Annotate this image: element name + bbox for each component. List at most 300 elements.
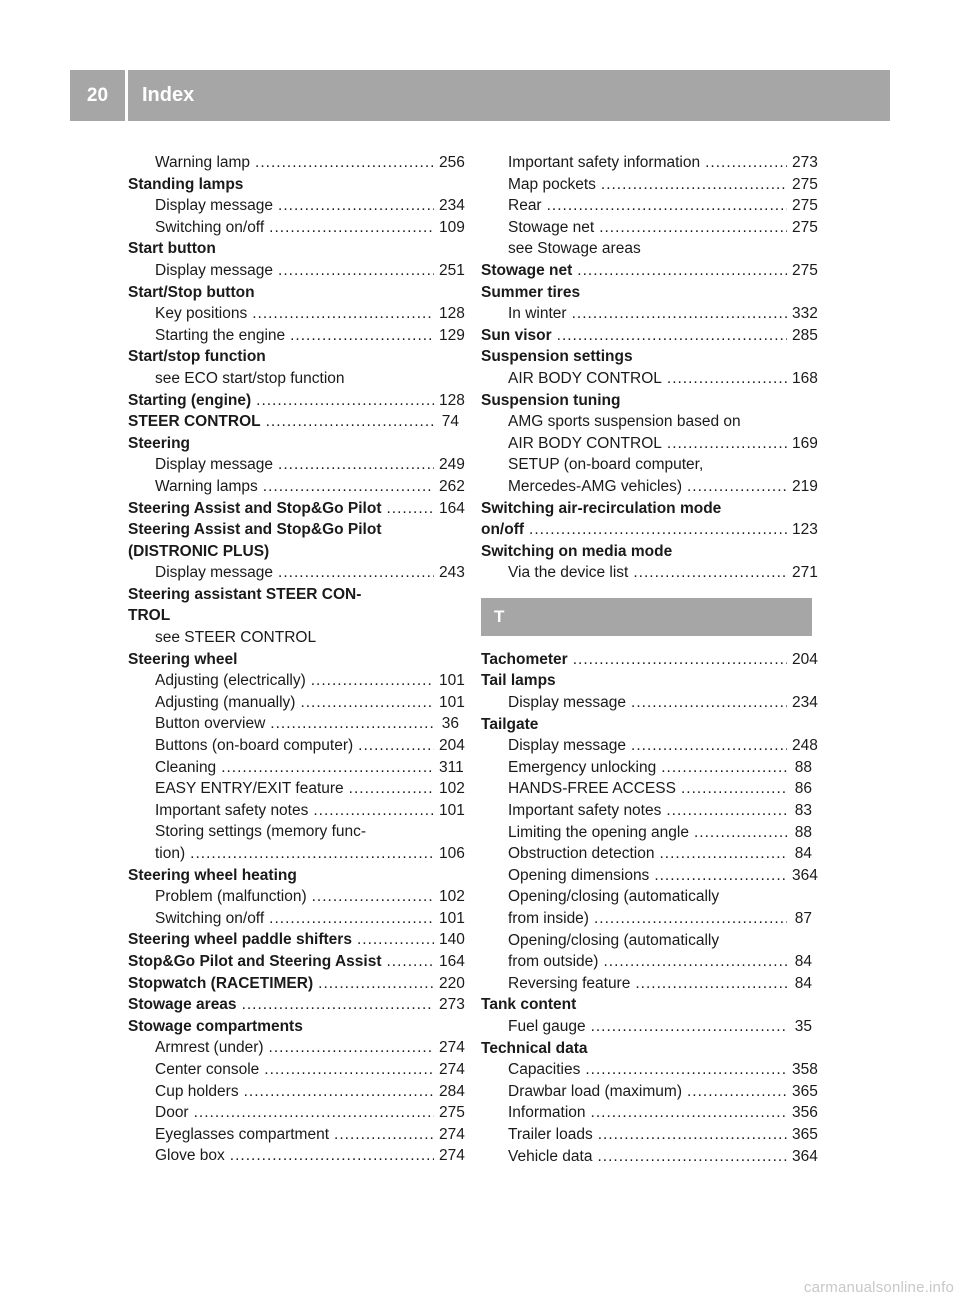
section-header — [481, 598, 812, 636]
index-subterm — [128, 325, 465, 347]
dot-leader — [221, 757, 434, 779]
entry-text: Summer tires — [481, 283, 581, 301]
dot-leader — [631, 735, 787, 757]
entry-text: Display message — [155, 456, 274, 474]
index-term — [481, 260, 818, 282]
entry-text: Cleaning — [155, 758, 217, 776]
index-entry — [128, 498, 465, 520]
index-subterm — [481, 433, 818, 455]
index-subterm — [481, 454, 812, 476]
index-subterm — [481, 1146, 818, 1168]
index-column-right — [481, 152, 818, 1167]
dot-leader — [687, 1081, 787, 1103]
entry-text: Standing lamps — [128, 175, 244, 193]
index-term — [128, 541, 459, 563]
index-entry — [481, 498, 818, 541]
entry-text: Display message — [508, 737, 627, 755]
entry-text: HANDS-FREE ACCESS — [508, 780, 676, 798]
page-reference[interactable]: 164 — [439, 952, 465, 970]
index-entry — [481, 346, 818, 389]
entry-text: Display message — [155, 261, 274, 279]
entry-text: Switching on/off — [155, 909, 265, 927]
entry-text: on/off — [481, 521, 525, 539]
dot-leader — [269, 908, 434, 930]
index-entry — [481, 390, 818, 498]
index-entry — [481, 282, 818, 325]
page-reference[interactable]: 275 — [439, 1104, 465, 1122]
index-subterm — [481, 865, 818, 887]
index-entry — [481, 152, 818, 260]
index-entry — [481, 1038, 818, 1168]
index-term — [128, 519, 459, 541]
index-subterm — [481, 735, 818, 757]
page-reference[interactable]: 164 — [439, 499, 465, 517]
dot-leader — [585, 1059, 787, 1081]
dot-leader — [667, 433, 787, 455]
page-reference[interactable]: 256 — [439, 154, 465, 171]
page-reference[interactable]: 251 — [439, 261, 465, 279]
index-entry — [128, 929, 465, 951]
index-entry — [128, 519, 465, 584]
index-entry — [481, 714, 818, 995]
dot-leader — [311, 670, 434, 692]
index-entry — [481, 541, 818, 584]
page-reference[interactable]: 285 — [792, 326, 818, 344]
page-reference[interactable]: 274 — [439, 1147, 465, 1165]
page-reference[interactable]: 273 — [792, 154, 818, 171]
index-subterm — [481, 757, 812, 779]
dot-leader — [667, 368, 787, 390]
entry-text: Buttons (on-board computer) — [155, 737, 354, 755]
dot-leader — [312, 886, 434, 908]
index-term — [128, 433, 459, 455]
entry-text: Important safety notes — [155, 801, 309, 819]
dot-leader — [577, 260, 787, 282]
page-reference[interactable]: 84 — [794, 953, 812, 971]
entry-text: Steering wheel — [128, 650, 238, 668]
entry-text: Cup holders — [155, 1082, 239, 1100]
dot-leader — [635, 973, 787, 995]
page-reference[interactable]: 74 — [441, 413, 459, 431]
dot-leader — [666, 800, 787, 822]
page-reference[interactable]: 219 — [792, 477, 818, 495]
page-reference[interactable]: 243 — [439, 564, 465, 582]
entry-text: Reversing feature — [508, 974, 631, 992]
page-reference[interactable]: 86 — [794, 780, 812, 798]
entry-text: Technical data — [481, 1039, 588, 1057]
index-entry — [128, 238, 465, 281]
index-subterm — [128, 260, 465, 282]
entry-text: tion) — [155, 845, 186, 862]
dot-leader — [661, 757, 787, 779]
index-term — [481, 346, 812, 368]
dot-leader — [358, 735, 434, 757]
dot-leader — [557, 325, 787, 347]
page-reference[interactable]: 234 — [792, 694, 818, 712]
entry-text: Start/Stop button — [128, 283, 255, 301]
index-entry — [128, 584, 459, 649]
dot-leader — [654, 865, 787, 887]
dot-leader — [599, 217, 787, 239]
dot-leader — [270, 713, 434, 735]
dot-leader — [278, 260, 434, 282]
page-reference[interactable]: 262 — [439, 477, 465, 495]
entry-text: Fuel gauge — [508, 1017, 586, 1035]
index-subterm — [481, 476, 818, 498]
index-term — [128, 649, 459, 671]
entry-text: Opening/closing (automatically — [508, 931, 720, 949]
entry-text: Mercedes-AMG vehicles) — [508, 477, 682, 495]
page-reference[interactable]: 204 — [792, 650, 818, 668]
index-term — [481, 519, 818, 541]
index-term — [481, 282, 812, 304]
index-entry — [481, 670, 818, 713]
page-reference[interactable]: 273 — [439, 996, 465, 1014]
index-subterm — [128, 713, 459, 735]
entry-text: Eyeglasses compartment — [155, 1125, 330, 1143]
page-header — [70, 70, 890, 121]
index-subterm — [128, 1124, 465, 1146]
page-reference[interactable]: 87 — [794, 910, 812, 927]
entry-text: Stop&Go Pilot and Steering Assist — [128, 952, 382, 970]
index-subterm — [128, 821, 459, 843]
entry-text: Steering wheel heating — [128, 866, 297, 884]
entry-text: Display message — [155, 564, 274, 582]
page-reference[interactable]: 109 — [439, 218, 465, 236]
entry-text: Sun visor — [481, 326, 552, 344]
index-subterm — [481, 368, 818, 390]
index-subterm — [481, 1081, 818, 1103]
entry-text: Map pockets — [508, 175, 596, 193]
page-reference[interactable]: 248 — [792, 737, 818, 755]
index-subterm — [128, 1059, 465, 1081]
page-reference[interactable]: 84 — [794, 845, 812, 863]
page-reference[interactable]: 36 — [441, 715, 459, 733]
index-subterm — [128, 1081, 465, 1103]
dot-leader — [278, 195, 434, 217]
dot-leader — [194, 1102, 434, 1124]
entry-text: Steering Assist and Stop&Go Pilot — [128, 521, 382, 539]
page-reference[interactable]: 106 — [439, 845, 465, 862]
page-reference[interactable]: 220 — [439, 974, 465, 992]
entry-text: Important safety notes — [508, 802, 662, 820]
dot-leader — [591, 1102, 787, 1124]
entry-text: Emergency unlocking — [508, 758, 657, 776]
entry-text: Tail lamps — [481, 672, 556, 690]
index-subterm — [128, 217, 465, 239]
entry-text: Button overview — [155, 715, 266, 733]
entry-text: Stowage areas — [128, 996, 237, 1014]
page-reference[interactable]: 284 — [439, 1082, 465, 1100]
index-subterm — [128, 627, 459, 649]
entry-text: Steering — [128, 434, 191, 452]
page-reference[interactable]: 275 — [792, 218, 818, 236]
index-term — [481, 1038, 812, 1060]
entry-text: Stopwatch (RACETIMER) — [128, 974, 314, 992]
dot-leader — [591, 1016, 787, 1038]
page-reference[interactable]: 234 — [439, 197, 465, 215]
index-term — [128, 411, 459, 433]
index-subterm — [481, 908, 812, 930]
page-reference[interactable]: 364 — [792, 1147, 818, 1165]
page-reference[interactable]: 101 — [439, 672, 465, 690]
index-subterm — [128, 195, 465, 217]
entry-text: Starting (engine) — [128, 391, 252, 409]
page-reference[interactable]: 275 — [792, 197, 818, 215]
index-entry — [128, 411, 459, 433]
index-subterm — [128, 303, 465, 325]
dot-leader — [529, 519, 787, 541]
page-reference[interactable]: 311 — [439, 758, 464, 776]
dot-leader — [190, 843, 434, 865]
dot-leader — [386, 498, 434, 520]
dot-leader — [278, 562, 434, 584]
entry-text: TROL — [128, 607, 171, 625]
dot-leader — [318, 973, 434, 995]
entry-text: Starting the engine — [155, 326, 286, 344]
entry-text: Problem (malfunction) — [155, 888, 307, 906]
page-reference[interactable]: 169 — [792, 434, 818, 452]
index-subterm — [481, 692, 818, 714]
entry-text: Warning lamps — [155, 477, 258, 495]
index-entry — [128, 1016, 465, 1167]
index-subterm — [128, 1102, 465, 1124]
index-entry — [128, 174, 465, 239]
index-term — [128, 174, 459, 196]
index-term — [128, 865, 459, 887]
entry-text: Stowage net — [508, 218, 595, 236]
dot-leader — [573, 649, 787, 671]
entry-text: see ECO start/stop function — [155, 369, 345, 387]
page-reference[interactable]: 102 — [439, 780, 465, 798]
entry-text: STEER CONTROL — [128, 413, 261, 431]
page-reference[interactable]: 101 — [439, 801, 465, 819]
entry-text: from inside) — [508, 910, 589, 927]
index-entry — [128, 346, 459, 389]
entry-text: Center console — [155, 1060, 260, 1078]
entry-text: Information — [508, 1104, 586, 1122]
index-subterm — [481, 886, 812, 908]
page-reference[interactable]: 204 — [439, 737, 465, 755]
index-subterm — [128, 843, 465, 865]
index-term — [128, 498, 465, 520]
dot-leader — [705, 152, 787, 174]
page-reference[interactable]: 123 — [792, 521, 818, 539]
entry-text: Armrest (under) — [155, 1039, 264, 1057]
index-entry — [481, 994, 812, 1037]
entry-text: Suspension tuning — [481, 391, 621, 409]
entry-text: AIR BODY CONTROL — [508, 369, 662, 387]
index-entry — [128, 390, 465, 412]
page-reference[interactable]: 274 — [439, 1039, 465, 1057]
entry-text: Adjusting (electrically) — [155, 672, 306, 690]
dot-leader — [278, 454, 434, 476]
entry-text: Steering wheel paddle shifters — [128, 931, 352, 949]
index-subterm — [481, 1059, 818, 1081]
entry-text: Drawbar load (maximum) — [508, 1082, 682, 1100]
dot-leader — [572, 303, 787, 325]
entry-text: Steering Assist and Stop&Go Pilot — [128, 499, 382, 517]
page-reference[interactable]: 275 — [792, 175, 818, 193]
page-reference[interactable]: 35 — [794, 1017, 812, 1035]
index-term — [128, 584, 459, 606]
page-number: 20 — [86, 84, 109, 106]
entry-text: Tailgate — [481, 715, 539, 733]
page-reference[interactable]: 128 — [439, 391, 465, 409]
dot-leader — [597, 1146, 787, 1168]
page-reference[interactable]: 358 — [792, 1061, 818, 1079]
index-subterm — [128, 670, 465, 692]
index-subterm — [481, 951, 812, 973]
entry-text: Obstruction detection — [508, 845, 655, 863]
index-entry — [128, 865, 465, 930]
index-subterm — [481, 1102, 818, 1124]
dot-leader — [594, 908, 787, 930]
index-term — [128, 994, 465, 1016]
dot-leader — [252, 303, 434, 325]
page-reference[interactable]: 102 — [439, 888, 465, 906]
page-reference[interactable]: 129 — [439, 326, 465, 344]
dot-leader — [687, 476, 787, 498]
watermark: carmanualsonline.info — [803, 1279, 954, 1296]
page-title: Index — [142, 84, 195, 106]
entry-text: Start button — [128, 240, 216, 258]
index-subterm — [128, 562, 465, 584]
page-reference[interactable]: 249 — [439, 456, 465, 474]
index-term — [128, 238, 459, 260]
entry-text: Tachometer — [481, 650, 568, 668]
entry-text: Stowage net — [481, 261, 573, 279]
dot-leader — [386, 951, 434, 973]
index-column-left — [128, 152, 465, 1167]
page-reference[interactable]: 274 — [439, 1125, 465, 1143]
index-term — [481, 325, 818, 347]
page-reference[interactable]: 168 — [792, 369, 818, 387]
index-subterm — [481, 174, 818, 196]
entry-text: Switching air-recirculation mode — [481, 499, 722, 517]
page-reference[interactable]: 356 — [792, 1104, 818, 1122]
index-entry — [128, 951, 465, 973]
page-reference[interactable]: 88 — [794, 823, 812, 841]
index-term — [481, 649, 818, 671]
page-reference[interactable]: 332 — [792, 305, 818, 323]
page-reference[interactable]: 128 — [439, 305, 465, 323]
page-reference[interactable]: 275 — [792, 261, 818, 279]
index-entry — [128, 973, 465, 995]
index-term — [481, 390, 812, 412]
index-subterm — [128, 454, 465, 476]
index-subterm — [481, 238, 812, 260]
entry-text: Rear — [508, 197, 542, 215]
entry-text: Via the device list — [508, 564, 629, 582]
dot-leader — [266, 411, 434, 433]
entry-text: Opening dimensions — [508, 866, 650, 884]
entry-text: EASY ENTRY/EXIT feature — [155, 780, 344, 798]
index-term — [128, 282, 459, 304]
entry-text: Suspension settings — [481, 348, 633, 366]
entry-text: Door — [155, 1104, 189, 1122]
index-subterm — [128, 886, 465, 908]
index-term — [128, 973, 465, 995]
entry-text: Switching on/off — [155, 218, 265, 236]
dot-leader — [603, 951, 787, 973]
dot-leader — [547, 195, 787, 217]
entry-text: Warning lamp — [155, 154, 251, 171]
page-reference[interactable]: 101 — [439, 909, 465, 927]
dot-leader — [681, 778, 787, 800]
entry-text: Tank content — [481, 996, 577, 1014]
index-entry — [481, 325, 818, 347]
entry-text: (DISTRONIC PLUS) — [128, 542, 270, 560]
index-subterm — [481, 217, 818, 239]
index-subterm — [128, 476, 465, 498]
entry-text: Steering assistant STEER CON- — [128, 585, 362, 603]
page-reference[interactable]: 83 — [794, 802, 812, 820]
page-reference[interactable]: 140 — [439, 931, 465, 949]
dot-leader — [269, 217, 434, 239]
page-reference[interactable]: 274 — [439, 1060, 465, 1078]
index-subterm — [481, 195, 818, 217]
page-reference[interactable]: 271 — [792, 564, 818, 582]
page-reference[interactable]: 84 — [794, 974, 812, 992]
dot-leader — [633, 562, 787, 584]
index-term — [481, 498, 812, 520]
dot-leader — [694, 822, 787, 844]
dot-leader — [256, 390, 434, 412]
entry-text: Limiting the opening angle — [508, 823, 689, 841]
index-entry — [128, 994, 465, 1016]
dot-leader — [349, 778, 434, 800]
index-subterm — [481, 562, 818, 584]
entry-text: Capacities — [508, 1061, 581, 1079]
entry-text: from outside) — [508, 953, 599, 971]
dot-leader — [300, 692, 434, 714]
dot-leader — [601, 174, 787, 196]
entry-text: Important safety information — [508, 154, 701, 171]
entry-text: Vehicle data — [508, 1147, 593, 1165]
entry-text: Display message — [155, 197, 274, 215]
index-subterm — [128, 368, 459, 390]
page-reference[interactable]: 365 — [792, 1082, 818, 1100]
page-reference[interactable]: 101 — [439, 693, 465, 711]
index-subterm — [128, 908, 465, 930]
page-reference[interactable]: 88 — [794, 758, 812, 776]
entry-text: see Stowage areas — [508, 240, 641, 258]
entry-text: see STEER CONTROL — [155, 629, 317, 647]
entry-text: Start/stop function — [128, 348, 266, 366]
index-entry — [128, 649, 465, 865]
index-term — [481, 714, 812, 736]
page-reference[interactable]: 365 — [792, 1125, 818, 1143]
index-subterm — [128, 152, 465, 174]
entry-text: Glove box — [155, 1147, 225, 1165]
dot-leader — [263, 476, 434, 498]
entry-text: Display message — [508, 694, 627, 712]
dot-leader — [255, 152, 434, 174]
index-subterm — [481, 973, 812, 995]
dot-leader — [242, 994, 434, 1016]
dot-leader — [357, 929, 434, 951]
page-reference[interactable]: 364 — [792, 866, 818, 884]
index-subterm — [481, 152, 818, 174]
index-subterm — [128, 1037, 465, 1059]
entry-text: Opening/closing (automatically — [508, 888, 720, 906]
index-subterm — [128, 735, 465, 757]
entry-text: Storing settings (memory func- — [155, 823, 367, 841]
dot-leader — [313, 800, 434, 822]
dot-leader — [230, 1145, 434, 1167]
index-term — [128, 390, 465, 412]
